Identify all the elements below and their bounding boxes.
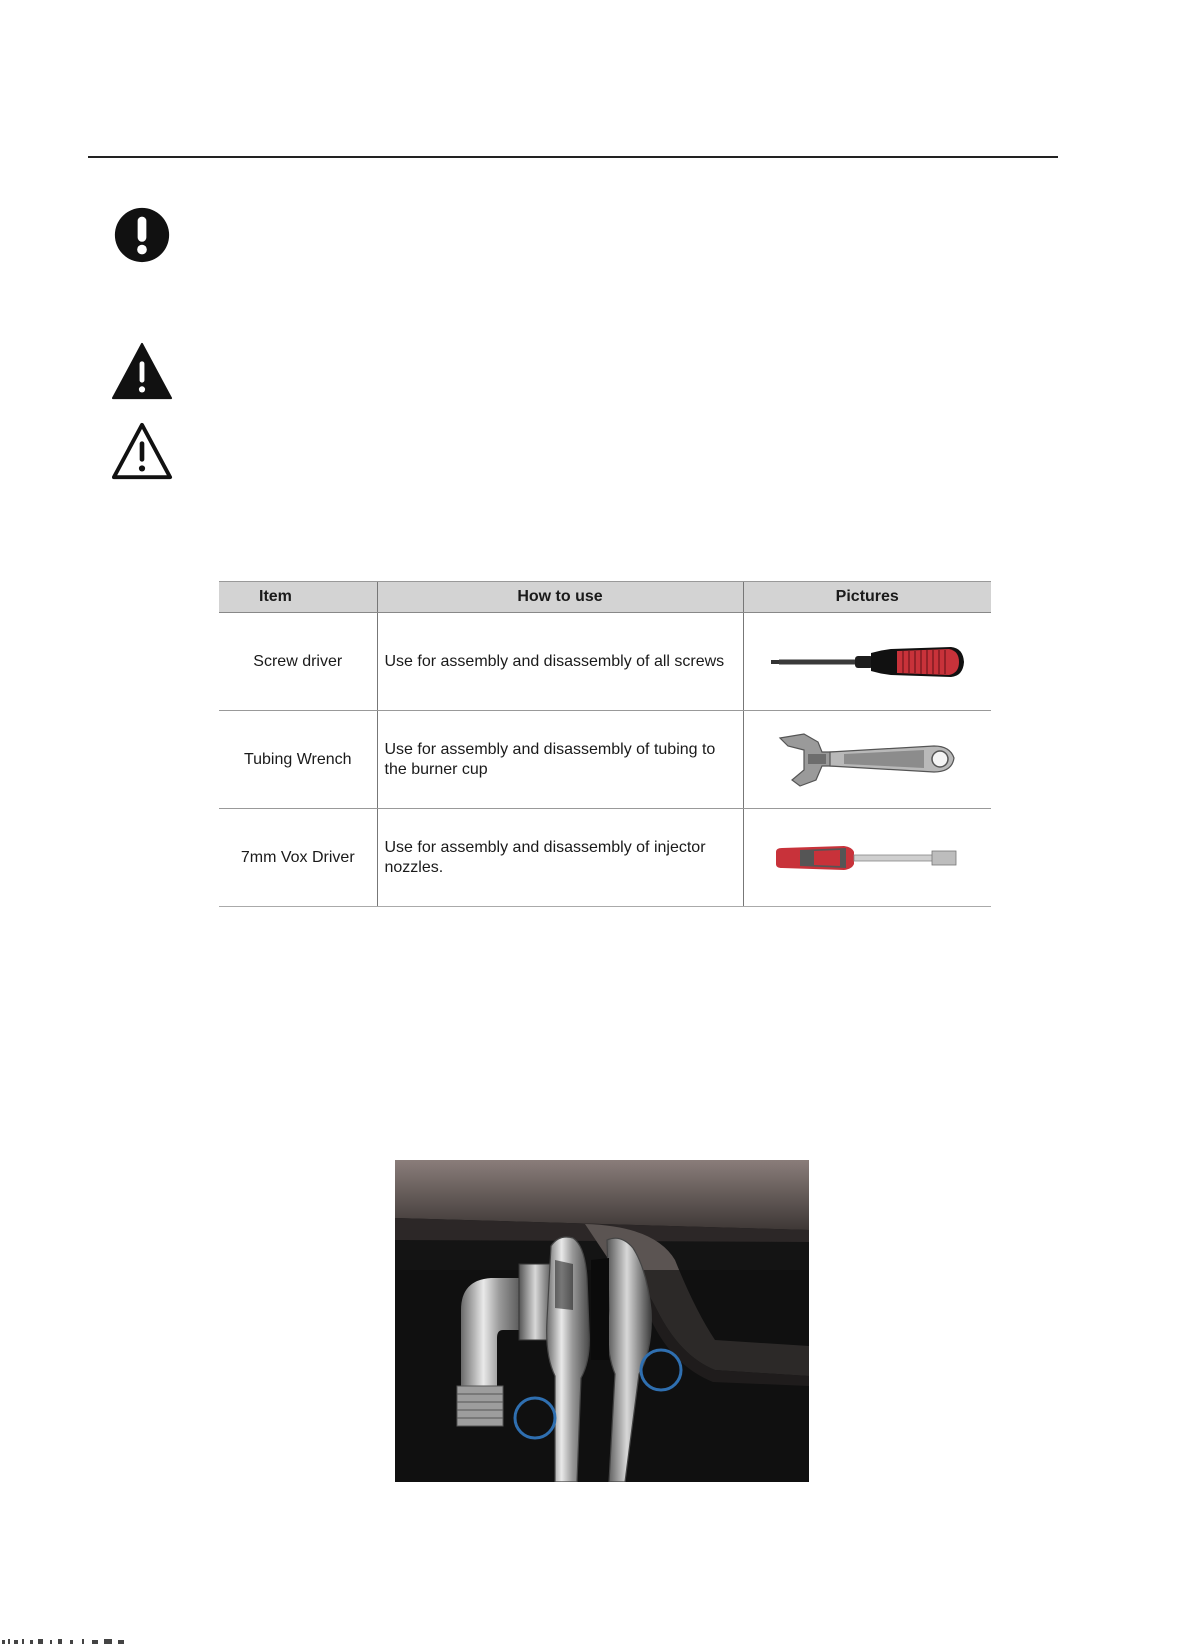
tool-usage: Use for assembly and disassembly of all screws — [377, 613, 743, 711]
mandatory-action-icon — [110, 204, 174, 266]
table-header-row — [219, 582, 991, 613]
nut-driver-picture — [743, 809, 991, 907]
header-rule — [88, 156, 1058, 158]
caution-outline-triangle-icon — [110, 420, 174, 482]
column-header-how-to-use: How to use — [377, 582, 743, 613]
tool-usage: Use for assembly and disassembly of tubing to the burner cup — [377, 711, 743, 809]
screwdriver-picture — [743, 613, 991, 711]
table-row — [219, 809, 991, 907]
column-header-pictures: Pictures — [743, 582, 991, 613]
table-row — [219, 711, 991, 809]
screwdriver-icon — [769, 637, 965, 687]
column-header-item: Item — [219, 582, 377, 613]
warning-filled-triangle-icon — [110, 340, 174, 402]
table-row — [219, 613, 991, 711]
tool-name: Screw driver — [219, 613, 377, 711]
tool-name: 7mm Vox Driver — [219, 809, 377, 907]
wrench-assembly-illustration — [395, 1160, 809, 1482]
wrench-assembly-photo — [395, 1160, 809, 1482]
adjustable-wrench-icon — [774, 732, 960, 788]
wrench-picture — [743, 711, 991, 809]
tool-name: Tubing Wrench — [219, 711, 377, 809]
footer-artifact — [0, 1637, 200, 1645]
tool-usage: Use for assembly and disassembly of injector nozzles. — [377, 809, 743, 907]
tools-table — [219, 581, 991, 907]
nut-driver-icon — [774, 838, 960, 878]
